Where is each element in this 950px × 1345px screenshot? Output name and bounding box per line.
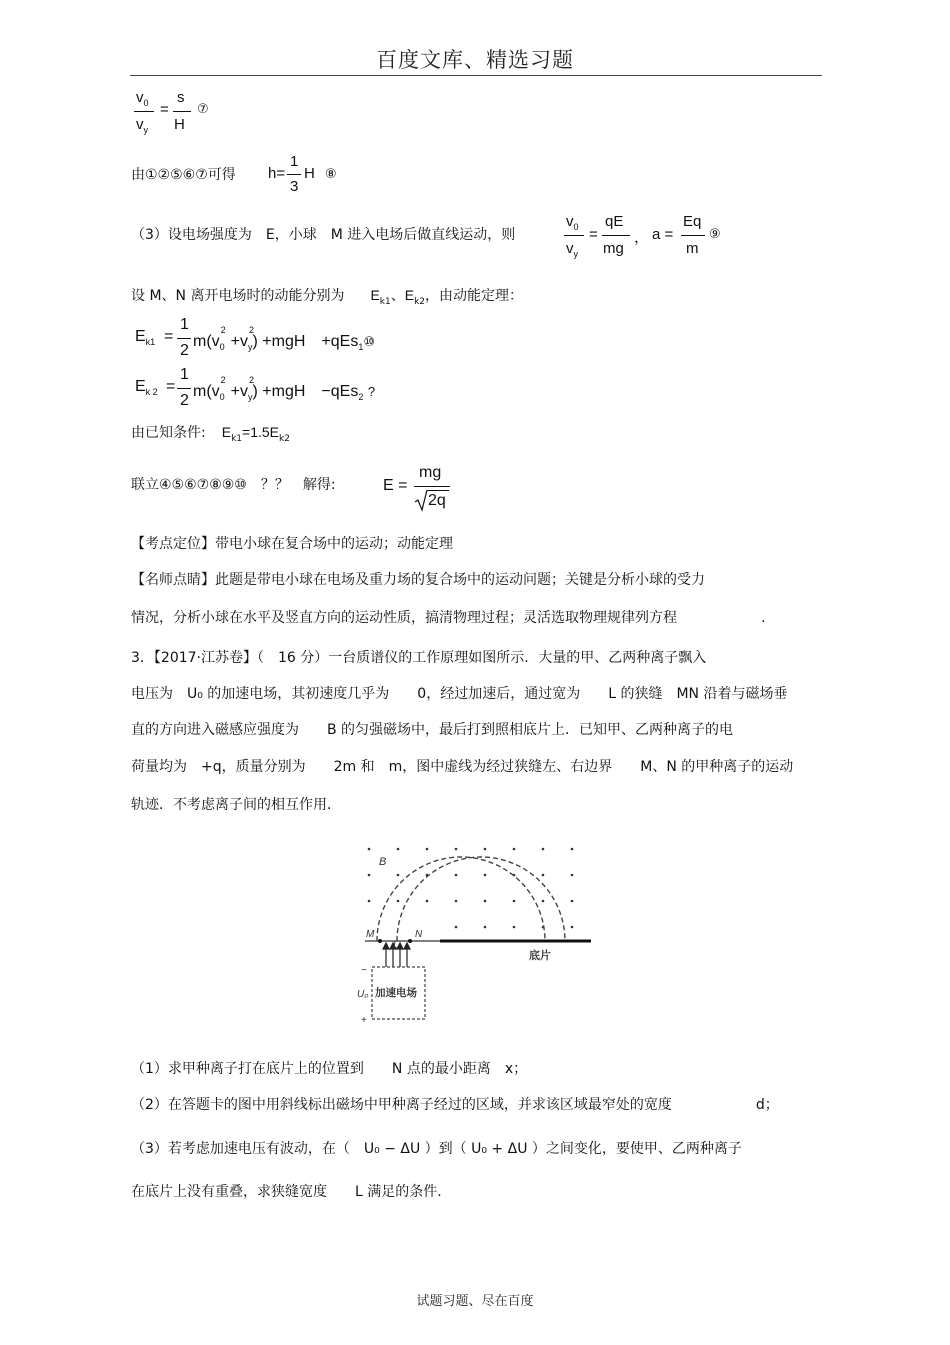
- q3-line-3: 直的方向进入磁感应强度为 B 的匀强磁场中，最后打到照相底片上．已知甲、乙两种离子的电: [131, 722, 734, 738]
- eq7-num-right: s: [177, 89, 185, 106]
- eq11-den: 2: [180, 392, 189, 409]
- field-dot: [455, 900, 458, 903]
- part3-text: （3）设电场强度为 E，小球 M 进入电场后做直线运动，则: [131, 227, 516, 243]
- eq7-frac-line-right: [173, 111, 191, 112]
- field-dot: [484, 848, 487, 851]
- part3-f3-line: [681, 235, 705, 236]
- eq11-num: 1: [180, 366, 189, 383]
- part3-f1-den: $v_y$: [566, 240, 578, 259]
- field-dot: [368, 900, 371, 903]
- eq7-den-left: $v_y$: [136, 116, 148, 135]
- trajectory-left-edge: [377, 857, 545, 941]
- field-dot: [542, 848, 545, 851]
- part3-a-lhs: a =: [652, 226, 674, 243]
- eq7-equals: =: [160, 101, 169, 118]
- field-dot: [368, 848, 371, 851]
- sqrt-bar: [427, 490, 449, 491]
- eq10-lhs: $E_{k1}$: [135, 328, 156, 348]
- line8-den: 3: [290, 178, 299, 195]
- mass-spectrometer-figure: [355, 835, 595, 1027]
- field-dot: [455, 926, 458, 929]
- part3-f1-num: $v_0$: [566, 213, 579, 232]
- eq11-equals: =: [166, 378, 176, 395]
- field-dot: [542, 900, 545, 903]
- line8-frac-line: [287, 174, 301, 175]
- field-dot: [397, 848, 400, 851]
- field-dot: [484, 900, 487, 903]
- field-dot: [513, 926, 516, 929]
- part3-f3-num: Eq: [683, 213, 702, 230]
- line8-tag: ⑧: [325, 167, 337, 182]
- field-dot: [571, 848, 574, 851]
- subquestion-3-line-1: （3）若考虑加速电压有波动，在（ U₀ − ΔU ）到（ U₀ + ΔU ）之间变化，要使甲、乙两种离子: [131, 1141, 742, 1157]
- line8-prefix: 由①②⑤⑥⑦可得: [131, 167, 236, 183]
- field-dot: [368, 874, 371, 877]
- field-dot: [455, 874, 458, 877]
- eq11-frac-line: [177, 388, 191, 389]
- field-dot: [484, 926, 487, 929]
- eq10-den: 2: [180, 342, 189, 359]
- solve-den: 2q: [428, 492, 446, 509]
- page-header-title: 百度文库、精选习题: [376, 48, 574, 72]
- field-dot: [571, 900, 574, 903]
- field-dot: [426, 848, 429, 851]
- subquestion-3-line-2: 在底片上没有重叠，求狭缝宽度 L 满足的条件.: [131, 1184, 442, 1200]
- part3-tag: ⑨: [709, 227, 721, 242]
- part3-f1-line: [564, 235, 584, 236]
- eq10-frac-line: [177, 338, 191, 339]
- label-M: M: [366, 929, 375, 940]
- field-dot: [513, 848, 516, 851]
- slit-M-point: [378, 939, 382, 943]
- field-dot: [542, 874, 545, 877]
- field-dot: [513, 900, 516, 903]
- label-N: N: [415, 929, 423, 940]
- kaodian-line: 【考点定位】带电小球在复合场中的运动；动能定理: [131, 536, 453, 552]
- eq7-frac-line-left: [134, 111, 154, 112]
- page-footer: 试题习题、尽在百度: [416, 1294, 534, 1309]
- part3-f3-den: m: [686, 240, 699, 257]
- solve-lhs: E =: [383, 477, 408, 494]
- field-dot: [426, 900, 429, 903]
- part3-f2-line: [602, 235, 630, 236]
- slit-N-point: [408, 939, 412, 943]
- ek-intro-line: 设 M、N 离开电场时的动能分别为 $E_{k1}$、$E_{k2}$，由动能定理：: [131, 287, 524, 307]
- label-minus: −: [361, 965, 367, 976]
- eq10-num: 1: [180, 316, 189, 333]
- part3-comma: ，: [634, 229, 650, 246]
- part3-f2-den: mg: [603, 240, 624, 257]
- part3-f2-num: qE: [605, 213, 624, 230]
- solve-num: mg: [419, 464, 442, 481]
- known-condition: 由已知条件: $E_{k1}=1.5E_{k2}$: [131, 424, 290, 444]
- label-film: 底片: [529, 950, 551, 962]
- mingshi-line-2: 情况，分析小球在水平及竖直方向的运动性质，搞清物理过程；灵活选取物理规律列方程 .: [131, 610, 766, 626]
- eq11-body: m(v 2 $_0$ +v 2 $_y$) +mgH −qEs$_2$ ?: [193, 375, 376, 403]
- eq7-tag: ⑦: [197, 102, 209, 117]
- eq10-equals: =: [164, 328, 174, 345]
- line8-num: 1: [290, 153, 299, 170]
- eq7-num-left: $v_0$: [136, 89, 149, 108]
- label-L: L: [393, 940, 399, 951]
- part3-equals: =: [589, 226, 598, 243]
- label-plus: +: [361, 1015, 367, 1026]
- field-dot: [397, 874, 400, 877]
- field-dot: [571, 874, 574, 877]
- q3-line-1: 3．【2017·江苏卷】（ 16 分）一台质谱仪的工作原理如图所示．大量的甲、乙两种离子飘入: [131, 650, 707, 666]
- subquestion-2: （2）在答题卡的图中用斜线标出磁场中甲种离子经过的区域，并求该区域最窄处的宽度 d；: [131, 1097, 779, 1113]
- mingshi-line-1: 【名师点睛】此题是带电小球在电场及重力场的复合场中的运动问题；关键是分析小球的受力: [131, 572, 705, 588]
- sqrt-sign-icon: [414, 489, 428, 513]
- q3-line-2: 电压为 U₀ 的加速电场，其初速度几乎为 0，经过加速后，通过宽为 L 的狭缝 MN 沿着与磁场垂: [131, 686, 788, 702]
- eq7-den-right: H: [174, 116, 185, 133]
- label-B: B: [379, 856, 387, 868]
- field-dot: [397, 900, 400, 903]
- eq10-body: m(v 2 $_0$ +v 2 $_y$) +mgH +qEs$_1$⑩: [193, 325, 376, 353]
- eq11-lhs: $E_{k 2}$: [135, 378, 158, 398]
- magnetic-field-dots: [368, 848, 574, 929]
- line8-lhs: h=: [268, 165, 286, 182]
- q3-line-5: 轨迹．不考虑离子间的相互作用．: [131, 797, 341, 813]
- header-rule: [130, 75, 822, 76]
- line8-rhs: H: [304, 165, 315, 182]
- field-dot: [455, 848, 458, 851]
- field-dot: [571, 926, 574, 929]
- subquestion-1: （1）求甲种离子打在底片上的位置到 N 点的最小距离 x；: [131, 1061, 528, 1077]
- q3-line-4: 荷量均为 +q，质量分别为 2m 和 m，图中虚线为经过狭缝左、右边界 M、N 的甲种离子的运动: [131, 759, 794, 775]
- label-acceleration-field: 加速电场: [375, 987, 417, 999]
- ek-intro-text: 设 M、N 离开电场时的动能分别为: [131, 288, 345, 304]
- label-U0: U₀: [357, 989, 369, 1000]
- field-dot: [484, 874, 487, 877]
- solve-prefix: 联立④⑤⑥⑦⑧⑨⑩ ？？ 解得:: [131, 477, 336, 493]
- solve-frac-line: [414, 486, 450, 487]
